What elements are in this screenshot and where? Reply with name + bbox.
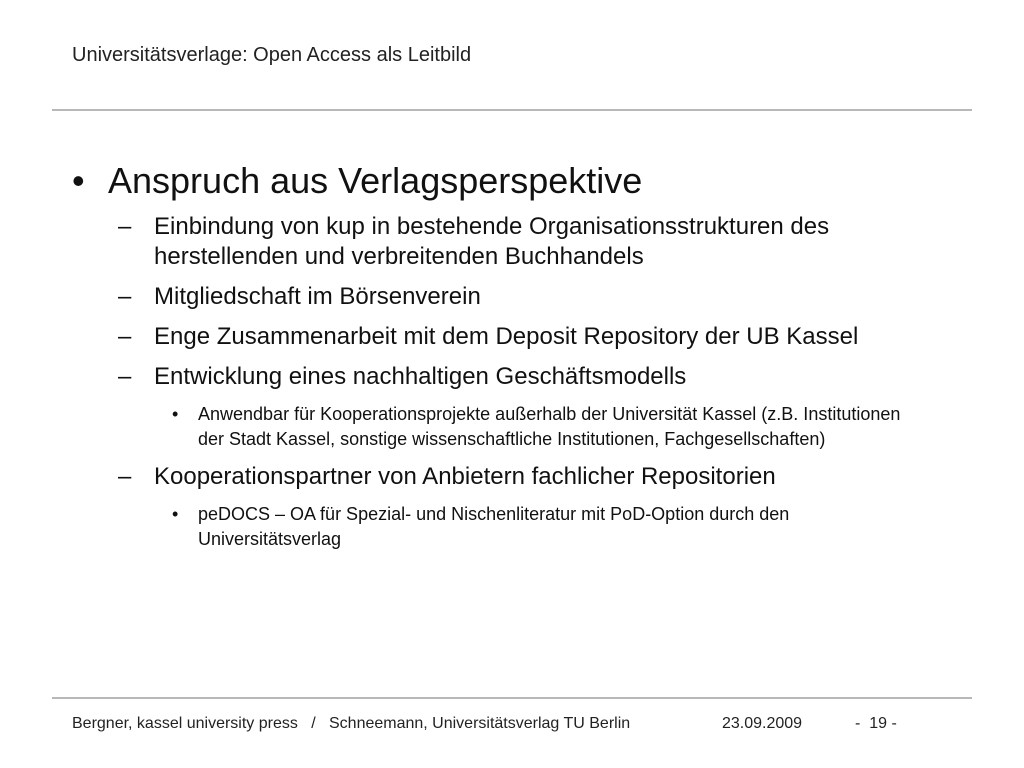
dash-marker: – [118,283,132,310]
sub-item-text: Kooperationspartner von Anbietern fachlicher Repositorien [154,463,776,490]
sub-item-text: Mitgliedschaft im Börsenverein [154,283,481,310]
footer-page-number [855,715,897,733]
slide-content [72,160,952,562]
dash-marker: – [118,463,132,490]
footer-page-text: - 19 - [855,715,897,732]
sub-sub-item-text: Anwendbar für Kooperationsprojekte außerhalb der Universität Kassel (z.B. Institutionen der Stadt Kassel, sonstige wissenschaftliche Institutionen, Fachgesellschaften) [198,404,901,449]
footer-divider [52,697,972,699]
sub-sub-item-text: peDOCS – OA für Spezial- und Nischenliteratur mit PoD-Option durch den Universitätsverlag [198,504,790,549]
bullet-marker: • [72,160,85,201]
sub-sub-item [72,402,918,452]
small-bullet-marker: • [172,404,179,424]
footer-date: 23.09.2009 [722,715,803,732]
sub-item [72,362,914,392]
footer-authors [72,715,630,733]
sub-item-text: Entwicklung eines nachhaltigen Geschäftsmodells [154,363,687,390]
footer-authors-text: Bergner, kassel university press / Schneemann, Universitätsverlag TU Berlin [72,715,631,732]
sub-item-text: Einbindung von kup in bestehende Organisationsstrukturen des herstellenden und verbreitenden Buchhandels [154,213,830,270]
sub-sub-item [72,502,918,552]
sub-item [72,212,914,272]
sub-item [72,322,914,352]
main-bullet [72,160,952,202]
sub-item [72,462,914,492]
header-divider [52,109,972,111]
dash-marker: – [118,323,132,350]
dash-marker: – [118,363,132,390]
main-heading: Anspruch aus Verlagsperspektive [108,160,643,201]
sub-item [72,282,914,312]
dash-marker: – [118,213,132,240]
sub-item-text: Enge Zusammenarbeit mit dem Deposit Repository der UB Kassel [154,323,859,350]
slide-header-title: Universitätsverlage: Open Access als Leitbild [72,44,472,66]
small-bullet-marker: • [172,504,179,524]
